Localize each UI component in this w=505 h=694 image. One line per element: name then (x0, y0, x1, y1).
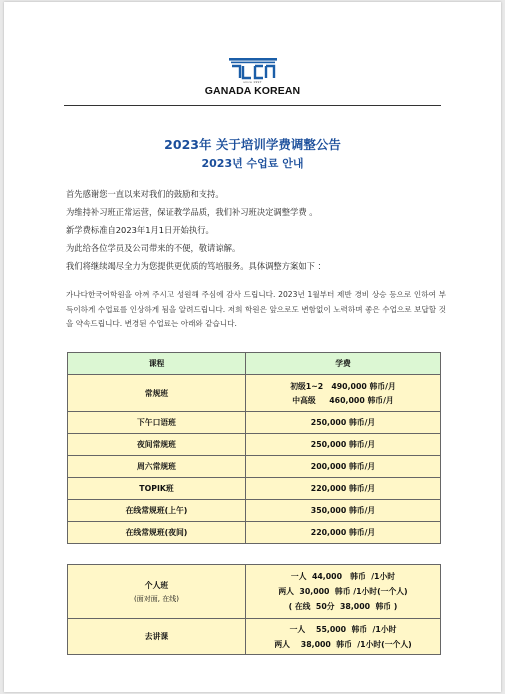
ganada-logo-icon (227, 57, 279, 81)
chinese-line: 为此给各位学员及公司带来的不便，敬请谅解。 (66, 243, 241, 253)
course-fee: 250,000 韩币/月 (246, 412, 441, 434)
private-lesson-table (67, 564, 441, 655)
logo-name: GANADA KOREAN (204, 85, 301, 97)
course-name: 去讲课 (68, 619, 246, 655)
table-row (68, 500, 441, 522)
table-row (68, 619, 441, 655)
header-course: 课程 (68, 353, 246, 375)
logo-since: since 1997 (243, 80, 262, 84)
course-name: TOPIK班 (68, 478, 246, 500)
header-fee: 学费 (246, 353, 441, 375)
fee-line: 两人 38,000 韩币 /1小时(一个人) (274, 639, 412, 649)
course-fee (246, 375, 441, 412)
course-subtitle: (面对面, 在线) (134, 594, 179, 603)
table-row (68, 456, 441, 478)
chinese-line: 新学费标准自2023年1月1日开始执行。 (66, 225, 214, 235)
table-row (68, 565, 441, 619)
table-row (68, 478, 441, 500)
course-fee: 350,000 韩币/月 (246, 500, 441, 522)
table-row (68, 375, 441, 412)
course-name: 下午口语班 (68, 412, 246, 434)
logo (4, 57, 501, 97)
course-name: 在线常规班(上午) (68, 500, 246, 522)
course-name: 在线常规班(夜间) (68, 522, 246, 544)
chinese-notice (66, 185, 326, 275)
title-chinese: 2023年 关于培训学费调整公告 (164, 137, 341, 152)
fee-line: 中高级 460,000 韩币/月 (292, 395, 394, 405)
course-title: 个人班 (144, 580, 169, 590)
tuition-table (67, 352, 441, 544)
course-fee (246, 565, 441, 619)
fee-line: 一人 44,000 韩币 /1小时 (290, 572, 396, 581)
table-header-row (68, 353, 441, 375)
course-fee: 220,000 韩币/月 (246, 478, 441, 500)
table-row (68, 434, 441, 456)
chinese-line: 为维持补习班正常运营，保证教学品质，我们补习班决定调整学费 。 (66, 207, 318, 217)
fee-line: 一人 55,000 韩币 /1小时 (289, 624, 397, 634)
chinese-line: 我们将继续竭尽全力为您提供更优质的笃培服务。具体调整方案如下 ： (66, 261, 326, 271)
course-name: 周六常规班 (68, 456, 246, 478)
course-fee (246, 619, 441, 655)
course-name: 夜间常规班 (68, 434, 246, 456)
korean-notice: 가나다한국어학원을 아껴 주시고 성원해 주심에 감사 드립니다. 2023년 1월부터 제반 경비 상승 등으로 인하여 부득이하게 수업료를 인상하게 됨을 알려드립니다. 저희 학원은 앞으로도 변함없이 노력하며 좋은 수업으로 보답할 것을 약속드립니다. 변경된 수업료는 아래와 같습니다. (66, 290, 446, 328)
course-name: 常规班 (68, 375, 246, 412)
chinese-line: 首先感谢您一直以来对我们的鼓励和支持。 (66, 189, 224, 199)
header-divider (64, 105, 441, 106)
fee-line: ( 在线 50分 38,000 韩币 ) (288, 602, 398, 611)
course-fee: 250,000 韩币/月 (246, 434, 441, 456)
course-fee: 220,000 韩币/月 (246, 522, 441, 544)
document-page (4, 2, 501, 692)
course-fee: 200,000 韩币/月 (246, 456, 441, 478)
title-korean: 2023년 수업료 안내 (201, 157, 304, 170)
fee-line: 两人 30,000 韩币 /1小时(一个人) (278, 587, 408, 596)
table-row (68, 522, 441, 544)
course-name (68, 565, 246, 619)
table-row (68, 412, 441, 434)
fee-line: 初级1~2 490,000 韩币/月 (290, 381, 396, 391)
